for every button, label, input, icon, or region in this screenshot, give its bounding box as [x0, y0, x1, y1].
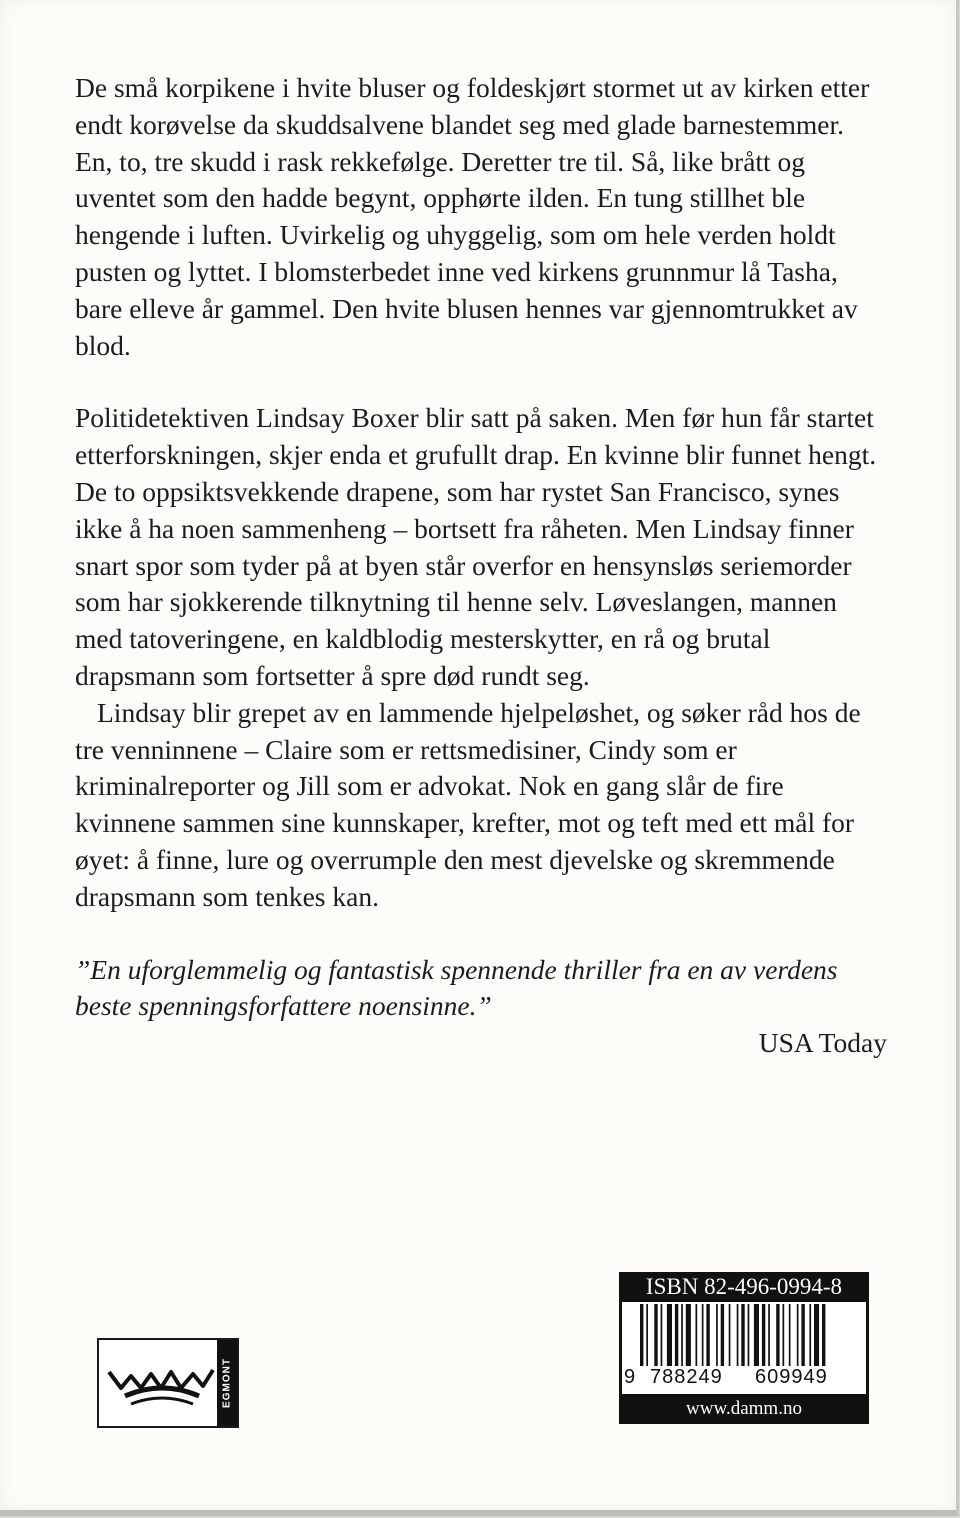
barcode-bar [646, 1304, 648, 1366]
blurb-paragraph-2: Politidetektiven Lindsay Boxer blir satt på saken. Men før hun får startet etterforskningen, skjer enda et grufullt drap. En kvinne blir funnet hengt. De to oppsiktsvekkende drapene, som har rystet San Francisco, synes ikke å ha noen sammenheng – bortsett fra råheten. Men Lindsay finner snart spor som tyder på at byen står overfor en hensynsløs seriemorder som har sjokkerende tilknytning til henne selv. Løveslangen, mannen med tatoveringene, en kaldblodig mesterskytter, en rå og brutal drapsmann som fortsetter å spre død rundt seg. [75, 402, 877, 691]
barcode-left-digits: 788249 [650, 1366, 723, 1388]
publisher-logo [97, 1338, 239, 1428]
barcode-bar [667, 1304, 672, 1366]
isbn-number: ISBN 82-496-0994-8 [645, 1274, 843, 1299]
barcode-bar [686, 1304, 691, 1366]
isbn-barcode-box [619, 1272, 869, 1424]
egmont-imprint-label: EGMONT [217, 1340, 237, 1426]
barcode-bar [737, 1304, 739, 1366]
publisher-website: www.damm.no [686, 1398, 802, 1419]
barcode-bar [762, 1304, 765, 1366]
barcode-bar [809, 1304, 811, 1366]
barcode-bar [814, 1304, 819, 1366]
blurb-paragraph-3: Lindsay blir grepet av en lammende hjelpeløshet, og søker råd hos de tre venninnene – Claire som er rettsmedisiner, Cindy som er kriminalreporter og Jill som er advokat. Nok en gang slår de fire kvinnene sammen sine kunnskaper, krefter, mot og teft med ett mål for øyet: å finne, lure og overrumple den mest djevelske og skremmende drapsmann som tenkes kan. [75, 696, 861, 912]
barcode-bar [681, 1304, 683, 1366]
barcode-bar [741, 1304, 744, 1366]
barcode-bar [702, 1304, 704, 1366]
barcode-bar [776, 1304, 779, 1366]
barcode-bars [640, 1304, 850, 1366]
barcode-bar [640, 1304, 643, 1366]
barcode-digits [622, 1364, 866, 1392]
barcode-bar [801, 1304, 804, 1366]
barcode [622, 1302, 866, 1394]
barcode-right-digits: 609949 [755, 1366, 828, 1388]
blurb-paragraph-1: De små korpikene i hvite bluser og foldeskjørt stormet ut av kirken etter endt korøvelse da skuddsalvene blandet seg med glade barnestemmer. En, to, tre skudd i rask rekkefølge. Deretter tre til. Så, like brått og uventet som den hadde begynt, opphørte ilden. En tung stillhet ble hengende i luften. Uvirkelig og uhyggelig, som om hele verden holdt pusten og lyttet. I blomsterbedet inne ved kirkens grunnmur lå Tasha, bare elleve år gammel. Den hvite blusen hennes var gjennomtrukket av blod. [75, 72, 870, 361]
barcode-lead-digit: 9 [624, 1366, 636, 1388]
barcode-bar [768, 1304, 770, 1366]
barcode-bar [706, 1304, 709, 1366]
review-source: USA Today [758, 1027, 887, 1059]
barcode-bar [822, 1304, 825, 1366]
barcode-bar [789, 1304, 791, 1366]
blurb-text [75, 70, 887, 1062]
review-quote: ”En uforglemmelig og fantastisk spennende thriller fra en av verdens beste spenningsforfattere noensinne.” [75, 953, 838, 1022]
barcode-bar [716, 1304, 718, 1366]
barcode-bar [661, 1304, 663, 1366]
barcode-bar [748, 1304, 750, 1366]
barcode-bar [654, 1304, 657, 1366]
barcode-bar [721, 1304, 724, 1366]
barcode-bar [675, 1304, 678, 1366]
damm-logo-icon [107, 1362, 217, 1410]
barcode-bar [783, 1304, 785, 1366]
barcode-bar [797, 1304, 799, 1366]
barcode-bar [754, 1304, 759, 1366]
barcode-bar [729, 1304, 731, 1366]
barcode-bar [696, 1304, 698, 1366]
